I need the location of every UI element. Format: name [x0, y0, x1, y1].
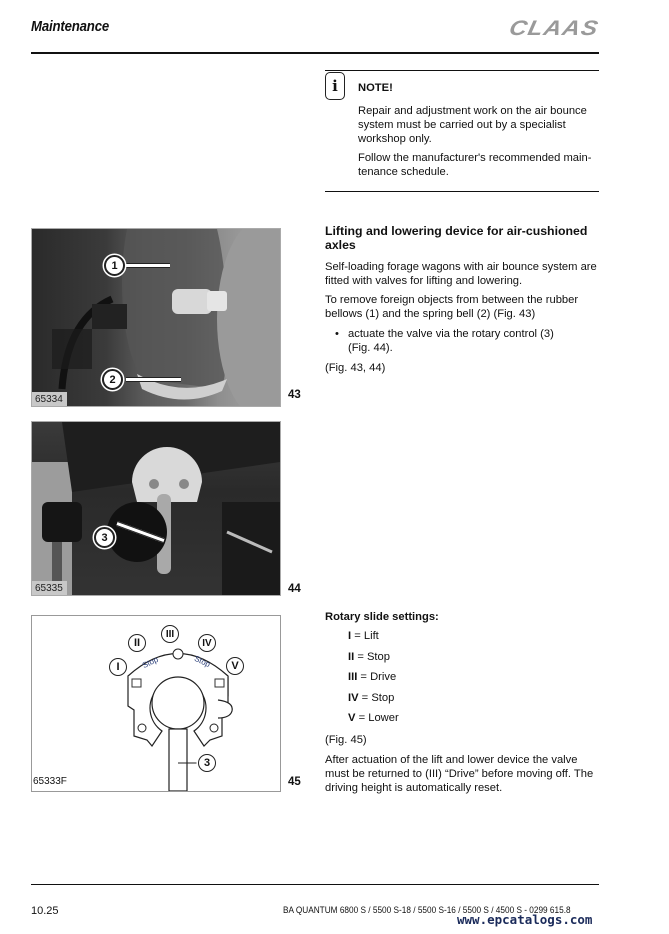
setting-item: III = Drive — [348, 671, 397, 683]
note-top-rule — [325, 70, 599, 71]
figure-44-number: 44 — [288, 583, 301, 595]
figure-44-image-id: 65335 — [32, 581, 67, 595]
figure-45-number: 45 — [288, 776, 301, 788]
section2-fig-ref: (Fig. 45) — [325, 734, 367, 746]
figure-45-image-id: 65333F — [33, 776, 67, 787]
callout-1: 1 — [104, 255, 125, 276]
figure-45-diagram — [31, 615, 281, 792]
dial-label-stop-right: Stop — [192, 653, 212, 670]
page-number: 10.25 — [31, 905, 59, 917]
rotary-slide-illustration — [32, 616, 280, 791]
callout-1-leader — [120, 263, 170, 268]
position-marker-v: V — [226, 657, 244, 675]
note-paragraph-1: Repair and adjustment work on the air bounce system must be carried out by a specialist workshop only. — [358, 105, 587, 145]
setting-item: I = Lift — [348, 630, 379, 642]
header-rule — [31, 52, 599, 54]
callout-2: 2 — [102, 369, 123, 390]
footer-rule — [31, 884, 599, 885]
rotary-settings-heading: Rotary slide settings: — [325, 611, 439, 623]
document-reference: BA QUANTUM 6800 S / 5500 S-18 / 5500 S-16 / 5500 S / 4500 S - 0299 615.8 — [283, 905, 571, 916]
note-paragraph-2: Follow the manufacturer's recommended main- tenance schedule. — [358, 152, 592, 178]
bullet-marker: • — [335, 328, 339, 340]
section2-paragraph: After actuation of the lift and lower device the valve must be returned to (III) “Drive” before moving off. The driving height is automatically reset. — [325, 754, 594, 794]
section1-bullet: actuate the valve via the rotary control (3) (Fig. 44). — [348, 328, 554, 354]
section-title: Maintenance — [31, 18, 110, 35]
figure-44-photo — [31, 421, 281, 596]
setting-item: V = Lower — [348, 712, 399, 724]
callout-3-diagram: 3 — [198, 754, 216, 772]
figure-43-number: 43 — [288, 389, 301, 401]
position-marker-iii: III — [161, 625, 179, 643]
section-heading-lifting: Lifting and lowering device for air-cushioned axles — [325, 224, 588, 252]
position-marker-i: I — [109, 658, 127, 676]
position-marker-ii: II — [128, 634, 146, 652]
callout-3: 3 — [94, 527, 115, 548]
section1-paragraph-1: Self-loading forage wagons with air bounce system are fitted with valves for lifting and lowering. — [325, 261, 597, 287]
note-bottom-rule — [325, 191, 599, 192]
setting-item: IV = Stop — [348, 692, 395, 704]
setting-item: II = Stop — [348, 651, 390, 663]
section1-fig-ref: (Fig. 43, 44) — [325, 362, 386, 374]
info-icon: i — [325, 72, 345, 100]
claas-logo: CLAAS — [507, 17, 601, 40]
watermark-link[interactable]: www.epcatalogs.com — [457, 912, 593, 927]
figure-44-illustration — [32, 422, 280, 595]
note-title: NOTE! — [358, 82, 393, 94]
dial-label-stop-left: Stop — [140, 654, 160, 671]
figure-43-image-id: 65334 — [32, 392, 67, 406]
callout-2-leader — [126, 377, 181, 382]
position-marker-iv: IV — [198, 634, 216, 652]
section1-paragraph-2: To remove foreign objects from between the rubber bellows (1) and the spring bell (2) (Fig. 43) — [325, 294, 579, 320]
figure-43-photo — [31, 228, 281, 407]
